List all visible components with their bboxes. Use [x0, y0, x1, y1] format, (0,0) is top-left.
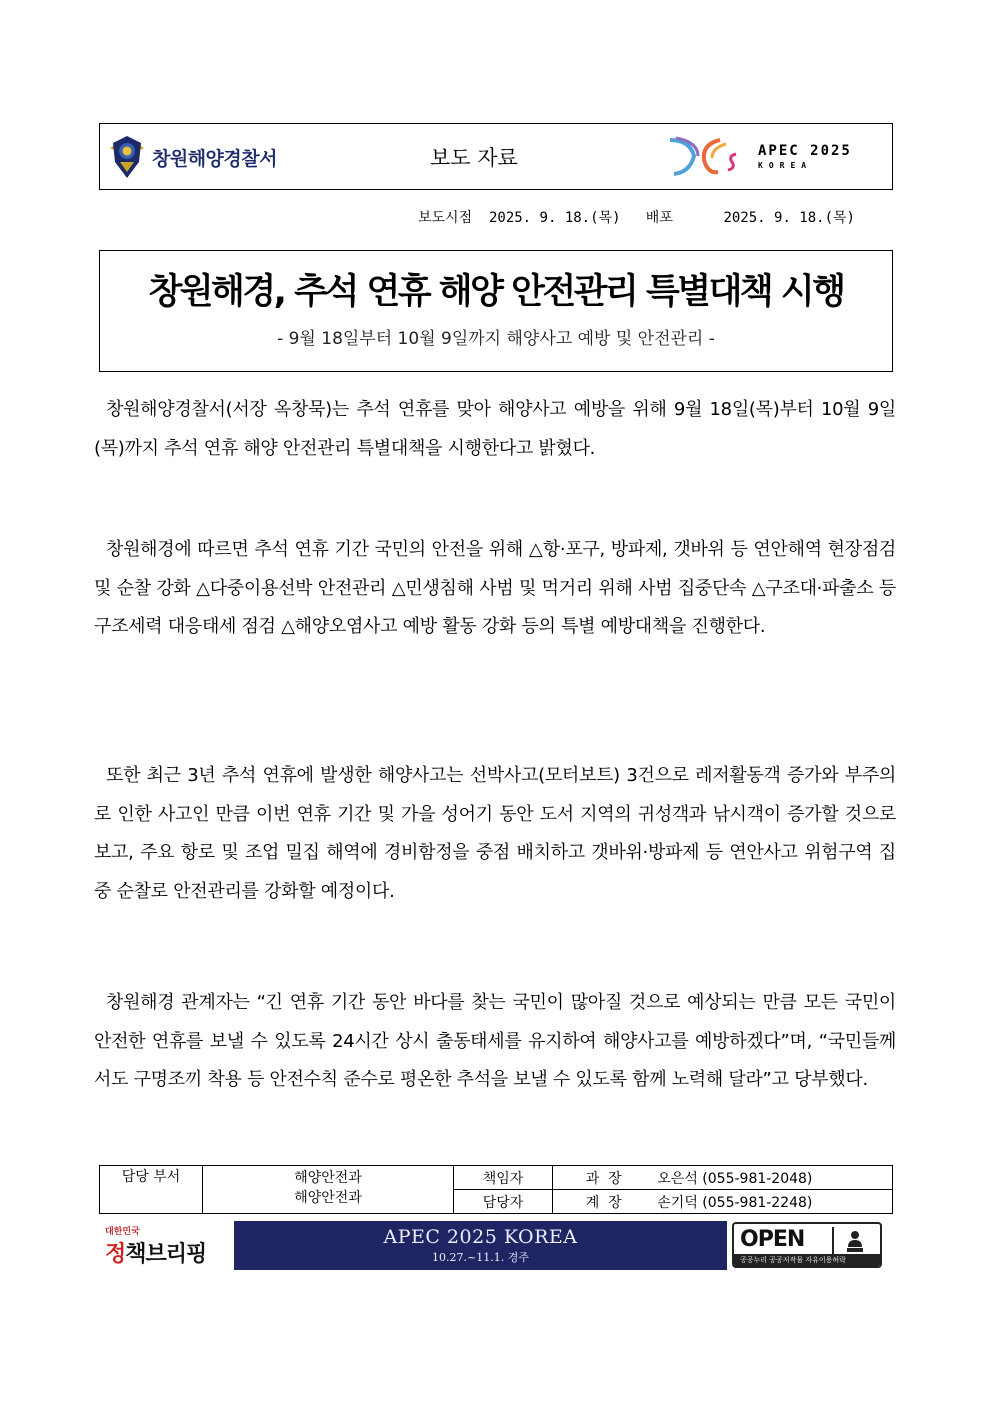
contact-phone: (055-981-2048) [702, 1170, 813, 1187]
header-box [99, 123, 893, 190]
agency-name: 창원해양경찰서 [152, 147, 277, 170]
body-paragraph-3 [94, 757, 896, 911]
release-label: 보도시점 [418, 210, 473, 226]
apec-banner-date: 10.27.~11.1. 경주 [432, 1251, 529, 1264]
body-paragraph-2 [94, 531, 896, 647]
kogl-open-badge[interactable] [732, 1222, 882, 1268]
distribution-date: 2025. 9. 18.(목) [723, 210, 855, 226]
dept-label: 담당 부서 [100, 1166, 203, 1214]
apec-logo [668, 134, 852, 178]
police-emblem-icon [108, 134, 146, 180]
apec-logo-title: APEC 2025 [758, 142, 852, 159]
paragraph-text: 창원해경 관계자는 “긴 연휴 기간 동안 바다를 찾는 국민이 많아질 것으로 예상되는 만큼 모든 국민이 안전한 연휴를 보낼 수 있도록 24시간 상시 출동태세를 유지하여 해양사고를 예방하겠다”며, “국민들께서도 구명조끼 착용 등 안전수칙 준수로 평온한 추석을 보낼 수 있도록 함께 노력해 달라”고 당부했다. [94, 992, 896, 1090]
policy-logo-red: 정 [105, 1242, 126, 1267]
dept-name [203, 1166, 454, 1214]
contact-detail [553, 1190, 893, 1214]
contact-title: 계 장 [585, 1194, 622, 1211]
paragraph-text: 창원해양경찰서(서장 옥창묵)는 추석 연휴를 맞아 해양사고 예방을 위해 9월 18일(목)부터 10월 9일(목)까지 추석 연휴 해양 안전관리 특별대책을 시행한다고 밝혔다. [94, 399, 896, 459]
table-row [100, 1166, 893, 1190]
distribution-label: 배포 [645, 210, 673, 226]
apec-swoosh-icon [668, 134, 748, 178]
headline: 창원해경, 추석 연휴 해양 안전관리 특별대책 시행 [148, 272, 844, 312]
paragraph-text: 또한 최근 3년 추석 연휴에 발생한 해양사고는 선박사고(모터보트) 3건으로 레저활동객 증가와 부주의로 인한 사고인 만큼 이번 연휴 기간 및 가을 성어기 동안 도서 지역의 귀성객과 낚시객이 증가할 것으로 보고, 주요 항로 및 조업 밀집 해역에 경비함정을 중점 배치하고 갯바위·방파제 등 연안사고 위험구역 집중 순찰로 안전관리를 강화할 예정이다. [94, 765, 896, 902]
policy-briefing-logo[interactable] [105, 1224, 206, 1268]
body-paragraph-4 [94, 984, 896, 1100]
contact-detail [553, 1166, 893, 1190]
title-box [99, 250, 893, 372]
doc-type-label: 보도 자료 [430, 146, 518, 170]
role-cell: 책임자 [454, 1166, 553, 1190]
release-date: 2025. 9. 18.(목) [488, 210, 621, 226]
paragraph-text: 창원해경에 따르면 추석 연휴 기간 국민의 안전을 위해 △항·포구, 방파제, 갯바위 등 연안해역 현장점검 및 순찰 강화 △다중이용선박 안전관리 △민생침해 사범 및 먹거리 위해 사범 집중단속 △구조대·파출소 등 구조세력 대응태세 점검 △해양오염사고 예방 활동 강화 등의 특별 예방대책을 진행한다. [94, 539, 896, 637]
apec-banner-title: APEC 2025 KOREA [383, 1226, 578, 1248]
body-paragraph-1 [94, 391, 896, 468]
contact-title: 과 장 [585, 1170, 622, 1187]
attribution-person-icon [832, 1227, 876, 1254]
contact-phone: (055-981-2248) [702, 1194, 813, 1211]
apec-logo-subtitle: KOREA [758, 160, 813, 170]
dept-line-2: 해양안전과 [294, 1190, 362, 1206]
subheadline: - 9월 18일부터 10월 9일까지 해양사고 예방 및 안전관리 - [277, 329, 715, 349]
dept-line-1: 해양안전과 [294, 1170, 362, 1186]
role-cell: 담당자 [454, 1190, 553, 1214]
footer-banners [99, 1220, 893, 1272]
contact-name: 손기덕 [657, 1194, 698, 1211]
agency-logo [108, 134, 277, 180]
policy-logo-text: 책브리핑 [125, 1242, 207, 1267]
open-label: OPEN [740, 1227, 805, 1252]
policy-logo-small: 대한민국 [105, 1227, 140, 1237]
contact-table [99, 1165, 893, 1214]
open-badge-caption: 공공누리 공공저작물 자유이용허락 [734, 1254, 880, 1266]
apec-banner[interactable] [234, 1221, 727, 1270]
release-line [418, 207, 855, 227]
contact-name: 오은석 [657, 1170, 698, 1187]
